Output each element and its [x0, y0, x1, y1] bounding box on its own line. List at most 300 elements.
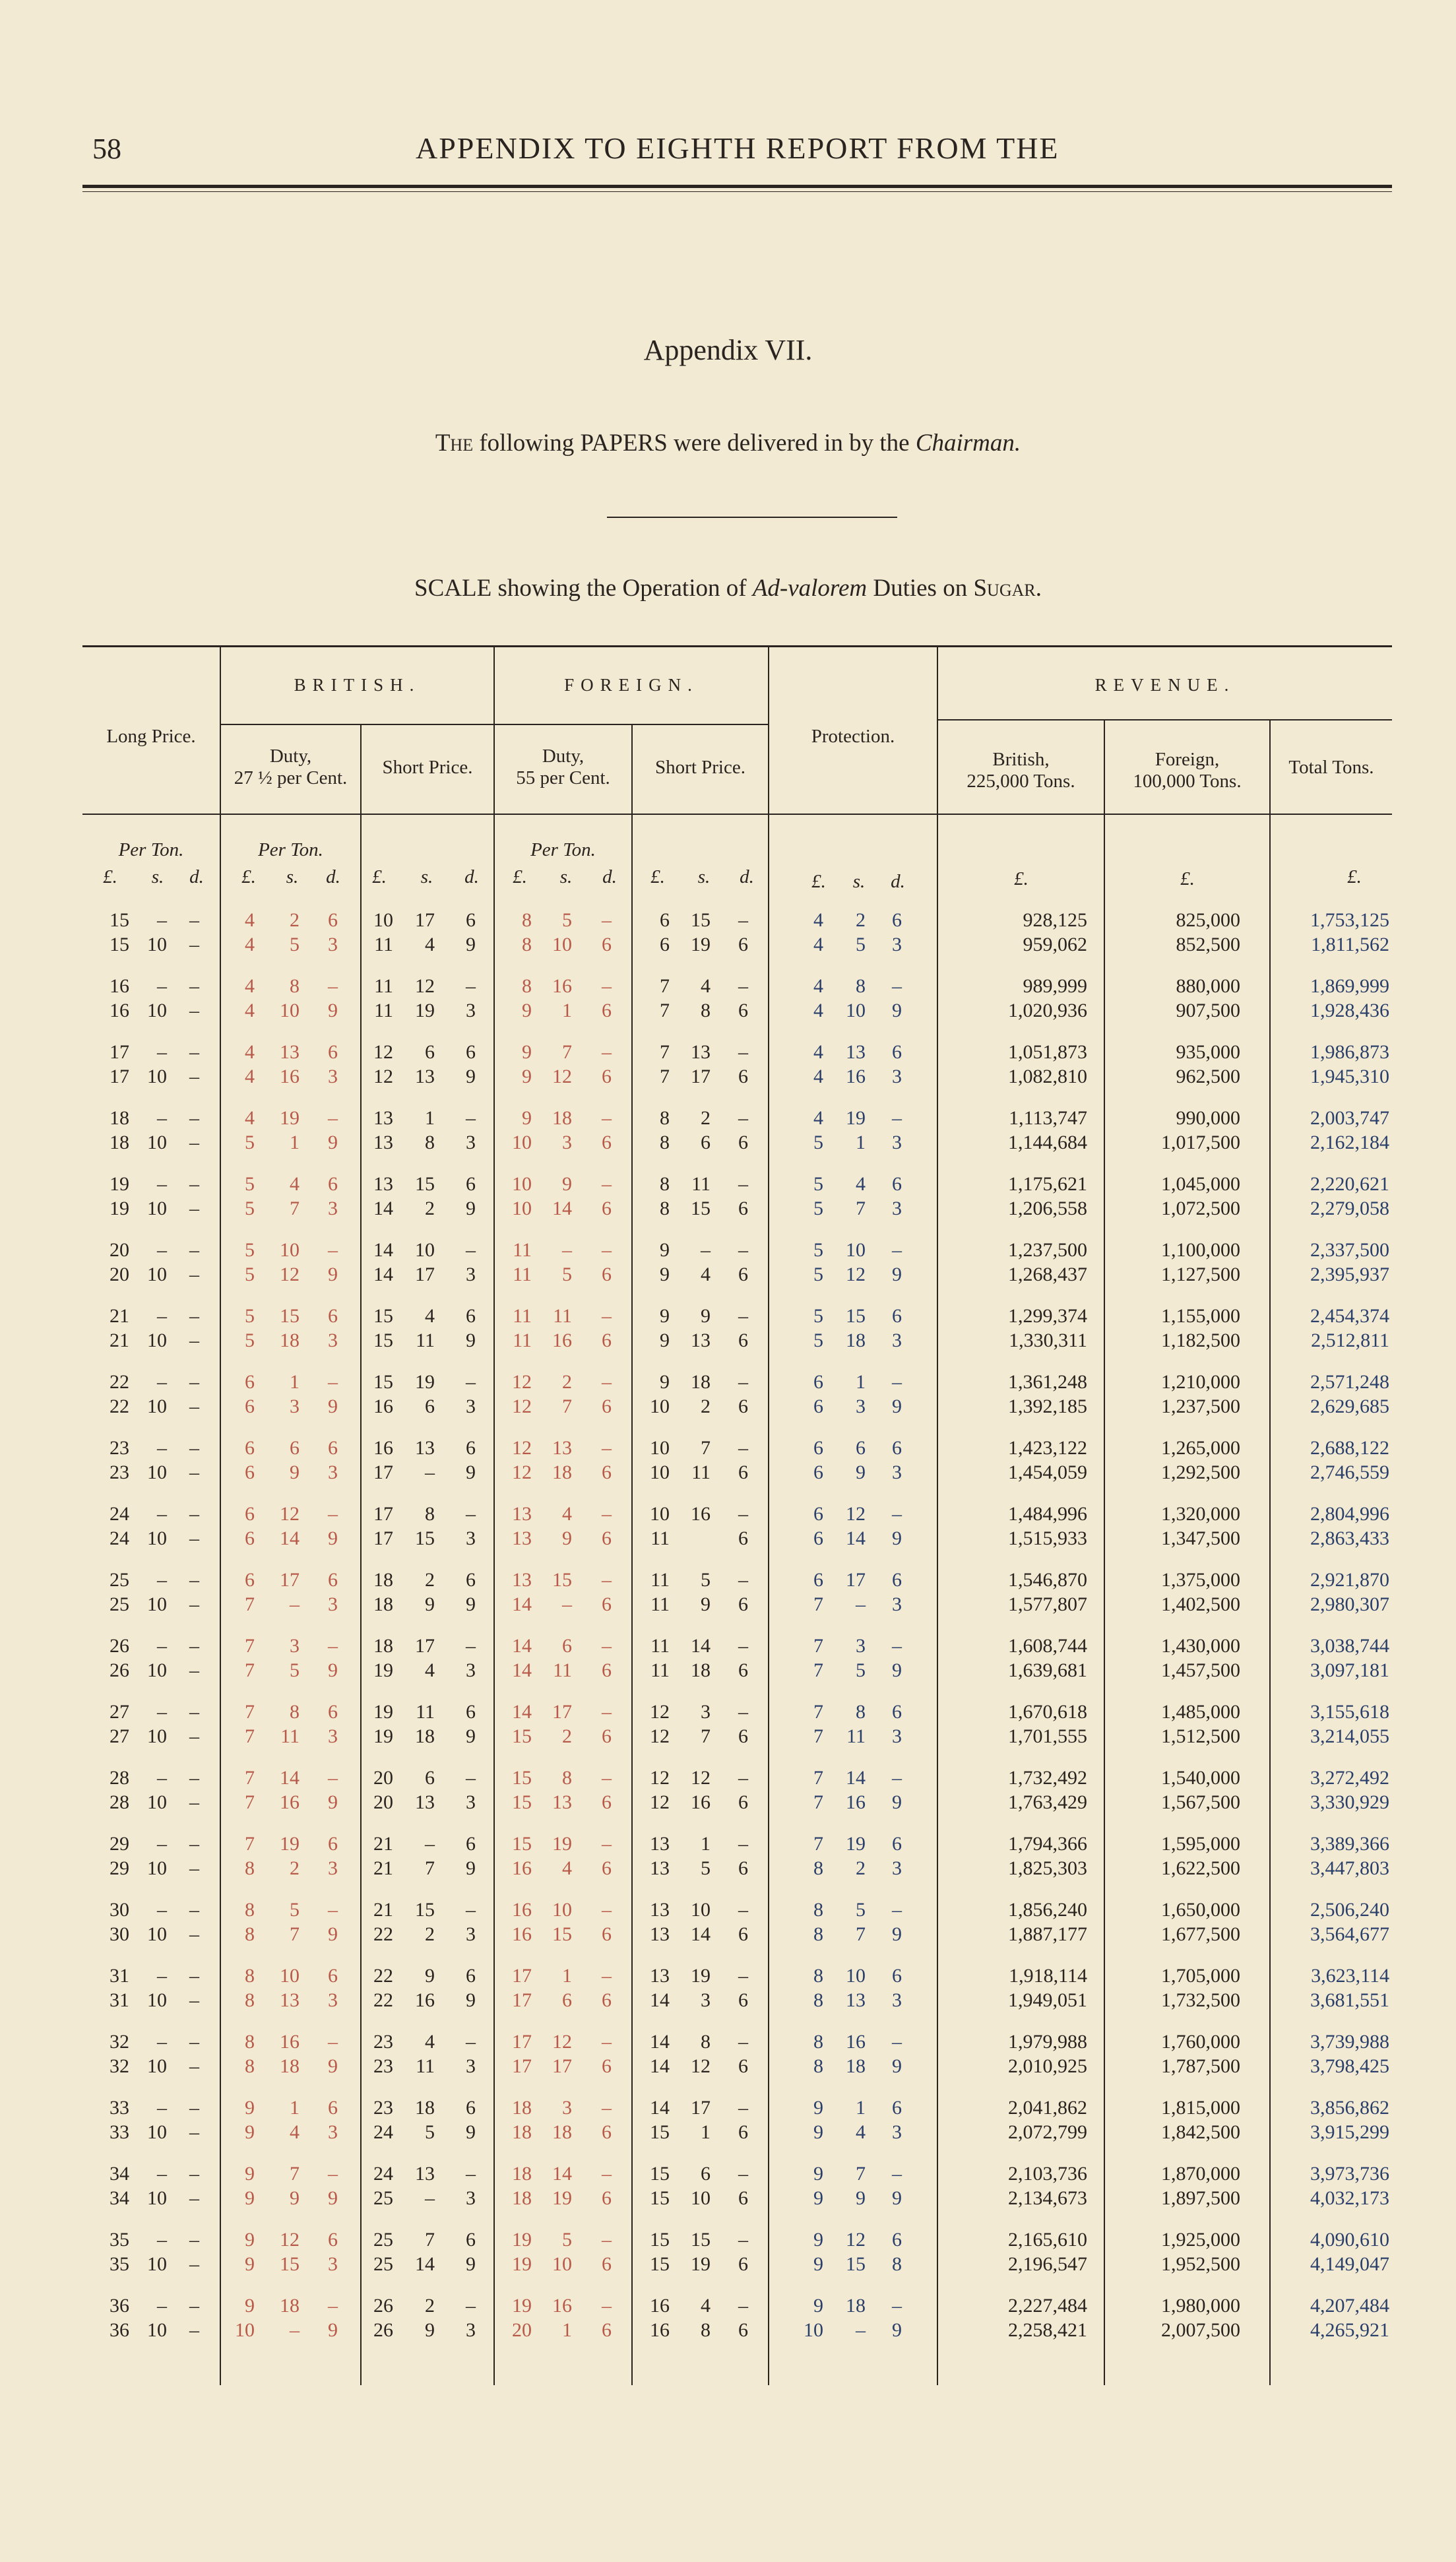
prot-pence-cell: – — [892, 2163, 902, 2185]
long-pounds-cell: 31 — [110, 1965, 129, 1987]
fshort-pence-cell: – — [738, 1239, 748, 1261]
bshort-pounds-cell: 14 — [373, 1198, 393, 1219]
fshort-shillings-cell: 6 — [701, 1132, 711, 1153]
rev-british-cell: 1,856,240 — [1008, 1899, 1087, 1921]
bduty-pounds-cell: 7 — [245, 1767, 255, 1789]
prot-shillings-cell: 12 — [846, 1503, 866, 1525]
running-title: APPENDIX TO EIGHTH REPORT FROM THE — [416, 131, 1060, 165]
rev-british-cell: 1,732,492 — [1008, 1767, 1087, 1789]
rev-british-cell: 2,041,862 — [1008, 2097, 1087, 2119]
prot-shillings-cell: 12 — [846, 2229, 866, 2251]
fduty-shillings-cell: 19 — [552, 1833, 572, 1855]
fshort-shillings-cell: 2 — [701, 1395, 711, 1417]
bshort-shillings-cell: 15 — [415, 1527, 435, 1549]
fshort-shillings-cell: 3 — [701, 1989, 711, 2011]
fshort-pounds-cell: 13 — [650, 1965, 670, 1987]
bduty-shillings-cell: 13 — [280, 1041, 300, 1063]
total-cell: 2,512,811 — [1311, 1329, 1389, 1351]
fduty-pence-cell: – — [602, 2295, 612, 2317]
fduty-pounds-cell: 16 — [512, 1857, 532, 1879]
fduty-pounds-cell: 9 — [522, 1107, 532, 1129]
bshort-pence-cell: 6 — [466, 1569, 476, 1591]
prot-shillings-cell: 2 — [856, 1857, 866, 1879]
bshort-pence-cell: 6 — [466, 2229, 476, 2251]
long-pounds-cell: 19 — [110, 1198, 129, 1219]
bshort-shillings-cell: 17 — [415, 1635, 435, 1657]
prot-pence-cell: – — [892, 2031, 902, 2053]
bshort-pounds-cell: 25 — [373, 2187, 393, 2209]
fshort-pounds-cell: 14 — [650, 2055, 670, 2077]
bduty-shillings-cell: 15 — [280, 1305, 300, 1327]
fshort-pence-cell: – — [738, 2295, 748, 2317]
fduty-pounds-cell: 8 — [522, 934, 532, 955]
long-pounds-cell: 15 — [110, 934, 129, 955]
fduty-pounds-cell: 17 — [512, 2031, 532, 2053]
fshort-pounds-cell: 13 — [650, 1899, 670, 1921]
bshort-pence-cell: – — [466, 975, 476, 997]
long-pence-cell: – — [189, 1635, 199, 1657]
long-shillings-cell: 10 — [147, 1066, 167, 1087]
fduty-pounds-cell: 15 — [512, 1791, 532, 1813]
fduty-shillings-cell: 4 — [562, 1857, 572, 1879]
british-duty-header-line1: Duty, — [269, 746, 312, 767]
rev-foreign-cell: 1,650,000 — [1161, 1899, 1240, 1921]
prot-shillings-cell: 5 — [856, 1899, 866, 1921]
british-short-price-header: Short Price. — [382, 757, 473, 778]
col-divider-7 — [1104, 720, 1105, 2385]
fduty-pounds-cell: 17 — [512, 1989, 532, 2011]
long-pence-cell: – — [189, 1395, 199, 1417]
total-cell: 3,739,988 — [1310, 2031, 1389, 2053]
prot-shillings-cell: 4 — [856, 1173, 866, 1195]
fduty-shillings-cell: 11 — [553, 1305, 572, 1327]
fshort-pence-cell: 6 — [738, 1989, 748, 2011]
fshort-shillings-cell: 19 — [691, 2253, 711, 2275]
long-pounds-cell: 33 — [110, 2121, 129, 2143]
bshort-pence-cell: 3 — [466, 1659, 476, 1681]
prot-shillings-cell: 6 — [856, 1437, 866, 1459]
long-pounds-cell: 26 — [110, 1635, 129, 1657]
long-pence-cell: – — [189, 1725, 199, 1747]
fshort-pounds-cell: 12 — [650, 1791, 670, 1813]
unit-fshort-pound: £. — [650, 866, 665, 887]
long-pence-cell: – — [189, 1833, 199, 1855]
bshort-shillings-cell: 9 — [425, 1965, 435, 1987]
rev-foreign-cell: 1,540,000 — [1161, 1767, 1240, 1789]
fshort-shillings-cell: 7 — [701, 1437, 711, 1459]
long-pence-cell: – — [189, 1107, 199, 1129]
rev-british-cell: 1,577,807 — [1008, 1593, 1087, 1615]
bshort-pounds-cell: 20 — [373, 1791, 393, 1813]
fduty-pence-cell: 6 — [602, 2187, 612, 2209]
long-shillings-cell: 10 — [147, 1461, 167, 1483]
fduty-pounds-cell: 17 — [512, 1965, 532, 1987]
bduty-shillings-cell: 10 — [280, 1239, 300, 1261]
long-pounds-cell: 36 — [110, 2295, 129, 2317]
bduty-shillings-cell: 3 — [290, 1395, 300, 1417]
bduty-pounds-cell: 8 — [245, 1857, 255, 1879]
bshort-pounds-cell: 14 — [373, 1264, 393, 1285]
bshort-shillings-cell: 2 — [425, 1198, 435, 1219]
bduty-pence-cell: – — [328, 1635, 338, 1657]
fshort-shillings-cell: 4 — [701, 1264, 711, 1285]
prot-pence-cell: 6 — [892, 1569, 902, 1591]
long-pounds-cell: 15 — [110, 909, 129, 931]
bduty-pounds-cell: 9 — [245, 2121, 255, 2143]
fshort-pence-cell: 6 — [738, 1132, 748, 1153]
long-pence-cell: – — [189, 1371, 199, 1393]
bduty-pounds-cell: 5 — [245, 1239, 255, 1261]
unit-bshort-shilling: s. — [420, 866, 433, 887]
fshort-pounds-cell: 11 — [650, 1635, 670, 1657]
fduty-pence-cell: – — [602, 1767, 612, 1789]
fshort-shillings-cell: 15 — [691, 2229, 711, 2251]
prot-pounds-cell: 5 — [813, 1132, 823, 1153]
prot-pounds-cell: 7 — [813, 1725, 823, 1747]
long-pence-cell: – — [189, 1264, 199, 1285]
prot-pounds-cell: 4 — [813, 909, 823, 931]
rev-british-cell: 2,103,736 — [1008, 2163, 1087, 2185]
bshort-shillings-cell: 15 — [415, 1899, 435, 1921]
bshort-pence-cell: 3 — [466, 2187, 476, 2209]
fduty-shillings-cell: 14 — [552, 1198, 572, 1219]
long-pence-cell: – — [189, 2097, 199, 2119]
foreign-duty-header-line1: Duty, — [542, 746, 585, 767]
long-pence-cell: – — [189, 1461, 199, 1483]
prot-shillings-cell: 15 — [846, 2253, 866, 2275]
fshort-shillings-cell: 4 — [701, 975, 711, 997]
bshort-shillings-cell: 16 — [415, 1989, 435, 2011]
prot-pence-cell: 6 — [892, 1305, 902, 1327]
long-pounds-cell: 35 — [110, 2253, 129, 2275]
bduty-shillings-cell: 4 — [290, 1173, 300, 1195]
fshort-shillings-cell: 17 — [691, 2097, 711, 2119]
fduty-shillings-cell: 1 — [562, 1000, 572, 1021]
fshort-shillings-cell: 1 — [701, 1833, 711, 1855]
fshort-pence-cell: – — [738, 1437, 748, 1459]
fshort-pence-cell: – — [738, 1107, 748, 1129]
prot-pence-cell: 3 — [892, 1329, 902, 1351]
col-divider-4 — [631, 724, 633, 2385]
rev-foreign-cell: 880,000 — [1176, 975, 1240, 997]
long-shillings-cell: 10 — [147, 1857, 167, 1879]
fduty-shillings-cell: 4 — [562, 1503, 572, 1525]
fshort-pounds-cell: 11 — [650, 1527, 670, 1549]
fduty-pence-cell: – — [602, 1305, 612, 1327]
total-cell: 3,681,551 — [1310, 1989, 1389, 2011]
bduty-shillings-cell: 12 — [280, 1264, 300, 1285]
prot-shillings-cell: 16 — [846, 1791, 866, 1813]
header-rule — [82, 185, 1392, 188]
fduty-pence-cell: 6 — [602, 1066, 612, 1087]
rev-british-cell: 1,361,248 — [1008, 1371, 1087, 1393]
long-shillings-cell: – — [157, 1635, 167, 1657]
fshort-shillings-cell: 4 — [701, 2295, 711, 2317]
rev-foreign-cell: 1,430,000 — [1161, 1635, 1240, 1657]
prot-shillings-cell: 8 — [856, 975, 866, 997]
fshort-pounds-cell: 14 — [650, 2097, 670, 2119]
fshort-pence-cell: 6 — [738, 1461, 748, 1483]
col-divider-1 — [220, 647, 221, 2385]
prot-pence-cell: 6 — [892, 909, 902, 931]
total-tons-header: Total Tons. — [1288, 757, 1374, 778]
bduty-pounds-cell: 8 — [245, 1899, 255, 1921]
bshort-pence-cell: – — [466, 2163, 476, 2185]
long-shillings-cell: – — [157, 2295, 167, 2317]
rev-british-cell: 1,887,177 — [1008, 1923, 1087, 1945]
bduty-pence-cell: 6 — [328, 1569, 338, 1591]
fshort-pence-cell: – — [738, 2163, 748, 2185]
intro-middle: following PAPERS were delivered in by the — [479, 430, 910, 457]
fduty-shillings-cell: 14 — [552, 2163, 572, 2185]
long-pence-cell: – — [189, 2319, 199, 2341]
bshort-pence-cell: 9 — [466, 934, 476, 955]
rev-foreign-cell: 1,815,000 — [1161, 2097, 1240, 2119]
fshort-shillings-cell: 5 — [701, 1857, 711, 1879]
bshort-shillings-cell: 1 — [425, 1107, 435, 1129]
long-pence-cell: – — [189, 1041, 199, 1063]
bduty-pence-cell: 6 — [328, 1173, 338, 1195]
fduty-shillings-cell: 7 — [562, 1395, 572, 1417]
rev-british-cell: 989,999 — [1023, 975, 1087, 997]
foreign-duty-header-line2: 55 per Cent. — [516, 767, 610, 788]
fshort-shillings-cell: 11 — [691, 1173, 711, 1195]
prot-pounds-cell: 7 — [813, 1767, 823, 1789]
fshort-pounds-cell: 9 — [660, 1329, 670, 1351]
long-pence-cell: – — [189, 1965, 199, 1987]
prot-pounds-cell: 7 — [813, 1791, 823, 1813]
total-cell: 2,395,937 — [1310, 1264, 1389, 1285]
revenue-group-rule — [938, 719, 1392, 721]
bduty-pence-cell: – — [328, 1239, 338, 1261]
fduty-shillings-cell: 18 — [552, 1461, 572, 1483]
bduty-pence-cell: – — [328, 1767, 338, 1789]
fshort-pounds-cell: 12 — [650, 1701, 670, 1723]
bduty-pounds-cell: 6 — [245, 1569, 255, 1591]
bshort-pence-cell: – — [466, 1239, 476, 1261]
bshort-pounds-cell: 16 — [373, 1395, 393, 1417]
prot-pence-cell: – — [892, 1239, 902, 1261]
fshort-shillings-cell: 12 — [691, 2055, 711, 2077]
bduty-pounds-cell: 7 — [245, 1593, 255, 1615]
bduty-pounds-cell: 6 — [245, 1371, 255, 1393]
prot-shillings-cell: 19 — [846, 1833, 866, 1855]
bshort-pence-cell: 3 — [466, 1132, 476, 1153]
fduty-pence-cell: 6 — [602, 2055, 612, 2077]
rev-foreign-cell: 1,925,000 — [1161, 2229, 1240, 2251]
rev-british-cell: 1,330,311 — [1009, 1329, 1087, 1351]
rev-foreign-cell: 1,622,500 — [1161, 1857, 1240, 1879]
prot-shillings-cell: 16 — [846, 1066, 866, 1087]
fshort-pounds-cell: 11 — [650, 1659, 670, 1681]
fduty-pence-cell: 6 — [602, 1329, 612, 1351]
rev-foreign-cell: 1,402,500 — [1161, 1593, 1240, 1615]
unit-prot-shilling: s. — [852, 871, 866, 892]
fshort-shillings-cell: 10 — [691, 1899, 711, 1921]
fshort-pounds-cell: 12 — [650, 1725, 670, 1747]
bduty-pence-cell: – — [328, 1503, 338, 1525]
fduty-shillings-cell: 7 — [562, 1041, 572, 1063]
unit-total-pound: £. — [1347, 866, 1362, 887]
fshort-shillings-cell: 18 — [691, 1371, 711, 1393]
fduty-pence-cell: – — [602, 1569, 612, 1591]
prot-shillings-cell: 3 — [856, 1635, 866, 1657]
long-pence-cell: – — [189, 1701, 199, 1723]
fduty-pounds-cell: 20 — [512, 2319, 532, 2341]
fduty-pounds-cell: 14 — [512, 1701, 532, 1723]
bshort-pence-cell: 6 — [466, 2097, 476, 2119]
prot-pence-cell: 9 — [892, 2055, 902, 2077]
fshort-pence-cell: – — [738, 2097, 748, 2119]
fduty-shillings-cell: 5 — [562, 1264, 572, 1285]
fduty-shillings-cell: 10 — [552, 1899, 572, 1921]
fshort-shillings-cell: 8 — [701, 2031, 711, 2053]
header-bottom-rule — [82, 814, 1392, 815]
bduty-pence-cell: 6 — [328, 2097, 338, 2119]
prot-pence-cell: 6 — [892, 1965, 902, 1987]
long-pounds-cell: 32 — [110, 2055, 129, 2077]
long-pounds-cell: 25 — [110, 1569, 129, 1591]
bduty-pence-cell: 6 — [328, 1701, 338, 1723]
bshort-pence-cell: 6 — [466, 1701, 476, 1723]
prot-pence-cell: 6 — [892, 1041, 902, 1063]
bduty-pounds-cell: 9 — [245, 2229, 255, 2251]
fduty-pence-cell: 6 — [602, 1659, 612, 1681]
long-pence-cell: – — [189, 909, 199, 931]
prot-pounds-cell: 5 — [813, 1264, 823, 1285]
unit-fshort-shilling: s. — [697, 866, 711, 887]
foreign-group-header: FOREIGN. — [564, 675, 699, 695]
bshort-shillings-cell: 7 — [425, 1857, 435, 1879]
bduty-shillings-cell: 2 — [290, 1857, 300, 1879]
bduty-pounds-cell: 8 — [245, 2055, 255, 2077]
prot-shillings-cell: 17 — [846, 1569, 866, 1591]
fshort-pence-cell: 6 — [738, 2121, 748, 2143]
bshort-pounds-cell: 22 — [373, 1965, 393, 1987]
bshort-pounds-cell: 19 — [373, 1725, 393, 1747]
fshort-shillings-cell: 14 — [691, 1923, 711, 1945]
total-cell: 3,447,803 — [1310, 1857, 1389, 1879]
rev-foreign-cell: 1,045,000 — [1161, 1173, 1240, 1195]
bduty-pounds-cell: 8 — [245, 2031, 255, 2053]
fshort-pounds-cell: 9 — [660, 1239, 670, 1261]
bshort-pence-cell: 9 — [466, 1857, 476, 1879]
fduty-pounds-cell: 12 — [512, 1395, 532, 1417]
bshort-shillings-cell: 8 — [425, 1503, 435, 1525]
bshort-pence-cell: 3 — [466, 1527, 476, 1549]
bshort-shillings-cell: – — [425, 1833, 435, 1855]
prot-pounds-cell: 7 — [813, 1701, 823, 1723]
prot-shillings-cell: 12 — [846, 1264, 866, 1285]
bduty-shillings-cell: 18 — [280, 1329, 300, 1351]
fshort-pence-cell: – — [738, 909, 748, 931]
total-cell: 2,279,058 — [1310, 1198, 1389, 1219]
bduty-pounds-cell: 9 — [245, 2295, 255, 2317]
fduty-shillings-cell: 12 — [552, 2031, 572, 2053]
bduty-pence-cell: – — [328, 2295, 338, 2317]
prot-shillings-cell: 8 — [856, 1701, 866, 1723]
prot-pounds-cell: 8 — [813, 1857, 823, 1879]
fshort-pence-cell: 6 — [738, 2253, 748, 2275]
fduty-shillings-cell: 9 — [562, 1527, 572, 1549]
long-shillings-cell: 10 — [147, 1923, 167, 1945]
bduty-pence-cell: 9 — [328, 2055, 338, 2077]
bshort-shillings-cell: 8 — [425, 1132, 435, 1153]
fshort-pounds-cell: 8 — [660, 1107, 670, 1129]
long-pounds-cell: 21 — [110, 1329, 129, 1351]
bshort-shillings-cell: 18 — [415, 1725, 435, 1747]
bduty-pence-cell: 3 — [328, 2253, 338, 2275]
total-cell: 3,330,929 — [1310, 1791, 1389, 1813]
rev-british-cell: 2,010,925 — [1008, 2055, 1087, 2077]
prot-pounds-cell: 6 — [813, 1437, 823, 1459]
fshort-pounds-cell: 8 — [660, 1132, 670, 1153]
fduty-pounds-cell: 10 — [512, 1198, 532, 1219]
bshort-shillings-cell: 14 — [415, 2253, 435, 2275]
bduty-shillings-cell: 8 — [290, 1701, 300, 1723]
prot-pounds-cell: 6 — [813, 1461, 823, 1483]
bduty-pence-cell: – — [328, 2163, 338, 2185]
rev-foreign-cell: 1,595,000 — [1161, 1833, 1240, 1855]
bshort-pounds-cell: 24 — [373, 2163, 393, 2185]
fduty-pence-cell: – — [602, 1635, 612, 1657]
fduty-shillings-cell: 18 — [552, 1107, 572, 1129]
bduty-pounds-cell: 8 — [245, 1989, 255, 2011]
fduty-shillings-cell: 1 — [562, 2319, 572, 2341]
bduty-pounds-cell: 4 — [245, 1066, 255, 1087]
fshort-pence-cell: – — [738, 2229, 748, 2251]
bshort-pence-cell: 6 — [466, 1965, 476, 1987]
fduty-pounds-cell: 11 — [513, 1329, 532, 1351]
fduty-pence-cell: 6 — [602, 1527, 612, 1549]
fduty-shillings-cell: 15 — [552, 1569, 572, 1591]
bshort-pounds-cell: 18 — [373, 1593, 393, 1615]
prot-shillings-cell: 13 — [846, 1041, 866, 1063]
long-pounds-cell: 28 — [110, 1791, 129, 1813]
fduty-pence-cell: 6 — [602, 934, 612, 955]
fduty-pence-cell: – — [602, 1371, 612, 1393]
bduty-pence-cell: 6 — [328, 1041, 338, 1063]
fshort-shillings-cell: 19 — [691, 1965, 711, 1987]
bshort-pence-cell: 3 — [466, 2319, 476, 2341]
bduty-shillings-cell: 14 — [280, 1527, 300, 1549]
long-pence-cell: – — [189, 1000, 199, 1021]
bshort-pounds-cell: 21 — [373, 1899, 393, 1921]
fduty-pounds-cell: 19 — [512, 2229, 532, 2251]
bshort-pounds-cell: 25 — [373, 2253, 393, 2275]
total-cell: 2,746,559 — [1310, 1461, 1389, 1483]
rev-foreign-cell: 1,182,500 — [1161, 1329, 1240, 1351]
rev-foreign-cell: 1,897,500 — [1161, 2187, 1240, 2209]
long-pence-cell: – — [189, 1503, 199, 1525]
bshort-shillings-cell: 13 — [415, 1791, 435, 1813]
bduty-shillings-cell: 16 — [280, 2031, 300, 2053]
total-cell: 3,623,114 — [1311, 1965, 1389, 1987]
rev-british-cell: 959,062 — [1023, 934, 1087, 955]
long-pence-cell: – — [189, 1066, 199, 1087]
fduty-pounds-cell: 16 — [512, 1923, 532, 1945]
fshort-pence-cell: 6 — [738, 1395, 748, 1417]
bduty-shillings-cell: 15 — [280, 2253, 300, 2275]
header-rule-thin — [82, 191, 1392, 192]
bduty-shillings-cell: 9 — [290, 1461, 300, 1483]
prot-pence-cell: 9 — [892, 1659, 902, 1681]
fshort-shillings-cell: 13 — [691, 1041, 711, 1063]
fshort-pence-cell: 6 — [738, 1857, 748, 1879]
prot-pounds-cell: 9 — [813, 2187, 823, 2209]
bshort-pence-cell: 9 — [466, 1198, 476, 1219]
long-shillings-cell: – — [157, 1041, 167, 1063]
